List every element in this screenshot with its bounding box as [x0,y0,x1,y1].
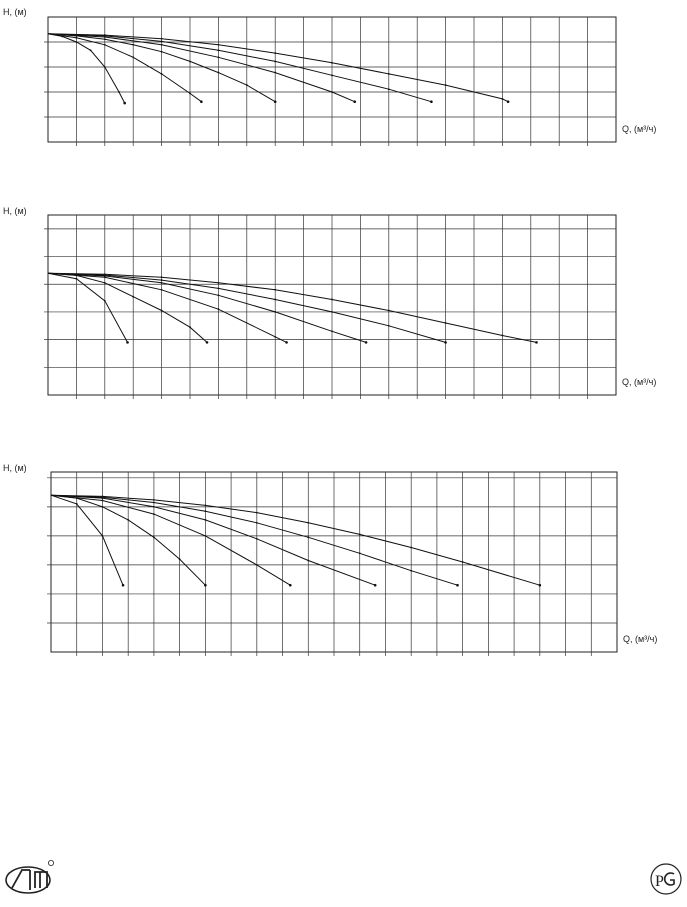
data-point [410,570,412,572]
data-point [246,84,248,86]
data-point [218,308,220,310]
data-point [410,547,412,549]
data-point [307,536,309,538]
data-point [102,535,104,537]
data-point [153,506,155,508]
data-point [126,341,129,344]
data-point [365,341,368,344]
data-point [331,311,333,313]
data-point [161,289,163,291]
pump-performance-chart-1 [0,0,687,160]
y-axis-label: H, (м) [3,206,27,216]
data-point [104,66,106,68]
data-point [274,289,276,291]
data-point [218,282,220,284]
data-point [331,91,333,93]
data-point [289,584,292,587]
series-line-1 [48,34,125,103]
data-point [76,278,78,280]
data-point [76,503,78,505]
data-point [331,299,333,301]
data-point [274,72,276,74]
y-axis-label: H, (м) [3,463,27,473]
data-point [179,558,181,560]
data-point [456,584,459,587]
manufacturer-logo [4,858,56,901]
data-point [274,100,277,103]
data-point [535,341,538,344]
data-point [153,513,155,515]
data-point [161,276,163,278]
data-point [359,534,361,536]
data-point [256,564,258,566]
data-point [274,61,276,63]
data-point [118,91,120,93]
data-point [161,279,163,281]
y-axis-label: H, (м) [3,7,27,17]
series-line-4 [48,273,366,342]
data-point [104,34,106,36]
data-point [104,38,106,40]
series-line-3 [51,495,290,585]
svg-text:P: P [655,873,664,890]
data-point [161,38,163,40]
data-point [102,506,104,508]
x-axis-label: Q, (м³/ч) [623,634,658,644]
series-line-5 [51,495,458,585]
data-point [123,102,126,105]
data-point [153,499,155,501]
data-point [132,56,134,58]
data-point [204,504,206,506]
series-line-6 [51,495,540,585]
data-point [161,44,163,46]
pump-performance-chart-2 [0,205,687,405]
data-point [462,561,464,563]
data-point [502,335,504,337]
data-point [189,326,191,328]
data-point [206,341,209,344]
data-point [161,41,163,43]
data-point [189,92,191,94]
data-point [204,519,206,521]
data-point [274,336,276,338]
data-point [76,41,78,43]
data-point [76,37,78,39]
data-point [104,44,106,46]
data-point [218,49,220,51]
pump-performance-chart-3 [0,462,687,662]
data-point [204,535,206,537]
data-point [256,522,258,524]
data-point [388,88,390,90]
data-point [274,52,276,54]
data-point [307,560,309,562]
data-point [274,299,276,301]
data-point [374,584,377,587]
data-point [331,330,333,332]
data-point [218,44,220,46]
data-point [127,519,129,521]
series-line-1 [48,273,128,342]
data-point [200,100,203,103]
data-point [104,300,106,302]
data-point [507,100,510,103]
data-point [218,72,220,74]
data-point [161,282,163,284]
series-line-6 [48,34,508,102]
data-point [388,310,390,312]
data-point [153,536,155,538]
data-point [204,584,207,587]
data-point [90,49,92,51]
data-point [359,552,361,554]
data-point [388,73,390,75]
data-point [502,98,504,100]
data-point [274,311,276,313]
data-point [161,310,163,312]
data-point [161,51,163,53]
data-point [388,325,390,327]
data-point [331,74,333,76]
x-axis-label: Q, (м³/ч) [622,377,657,387]
data-point [430,100,433,103]
data-point [444,341,447,344]
data-point [104,273,106,275]
data-point [218,56,220,58]
data-point [256,512,258,514]
data-point [204,510,206,512]
series-line-4 [48,34,355,102]
data-point [539,584,542,587]
data-point [102,500,104,502]
data-point [353,100,356,103]
data-point [122,584,125,587]
data-point [102,495,104,497]
x-axis-label: Q, (м³/ч) [622,124,657,134]
series-line-1 [51,495,123,585]
data-point [189,61,191,63]
data-point [161,73,163,75]
data-point [104,282,106,284]
data-point [218,294,220,296]
data-point [445,84,447,86]
data-point [256,538,258,540]
certification-mark-icon [649,862,683,901]
data-point [218,287,220,289]
data-point [153,502,155,504]
data-point [307,522,309,524]
data-point [331,62,333,64]
data-point [132,44,134,46]
data-point [132,296,134,298]
data-point [445,322,447,324]
data-point [285,341,288,344]
